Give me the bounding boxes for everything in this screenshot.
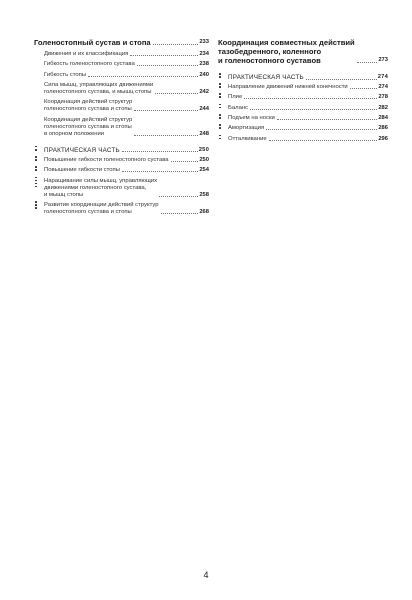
- leader-dots: [134, 135, 198, 136]
- bullet-dots-icon: [219, 135, 222, 140]
- bullet-dots-icon: [35, 166, 38, 171]
- toc-entry-page: 244: [199, 106, 209, 113]
- leader-dots: [159, 196, 198, 197]
- toc-entry-page: 282: [378, 104, 388, 111]
- toc-entry[interactable]: [228, 84, 388, 91]
- toc-entry-page: 242: [199, 88, 209, 95]
- toc-entry-page: 250: [199, 156, 209, 163]
- toc-entry-title: Гибкость голеностопного сустава: [44, 61, 135, 68]
- chapter-title: Голеностопный сустав и стопа: [34, 38, 151, 47]
- leader-dots: [350, 88, 378, 89]
- toc-right-column: [218, 38, 388, 146]
- chapter-page: 233: [199, 39, 209, 45]
- toc-entry[interactable]: [44, 202, 209, 216]
- leader-dots: [244, 98, 377, 99]
- toc-practical-section[interactable]: [44, 147, 209, 155]
- bullet-dots-icon: [219, 93, 222, 98]
- toc-entry[interactable]: [44, 82, 209, 96]
- page-number: 4: [203, 570, 209, 580]
- toc-entry-page: 234: [199, 51, 209, 57]
- toc-entry-page: 286: [378, 125, 388, 132]
- bullet-dots-icon: [219, 73, 222, 78]
- toc-entry-title: Направление движений нижней конечности: [228, 84, 348, 91]
- toc-entry-title: Движения и их классификация: [44, 51, 129, 57]
- toc-practical-section[interactable]: [228, 74, 388, 82]
- toc-entry-page: 274: [378, 84, 388, 91]
- toc-entry[interactable]: [44, 178, 209, 199]
- leader-dots: [153, 44, 199, 45]
- leader-dots: [88, 76, 198, 77]
- toc-entry-title: Подъем на носки: [228, 114, 275, 121]
- leader-dots: [306, 79, 377, 80]
- toc-entry[interactable]: [44, 99, 209, 113]
- leader-dots: [122, 151, 198, 152]
- toc-entry[interactable]: [228, 136, 388, 143]
- toc-entry-title: Гибкость стопы: [44, 71, 87, 78]
- leader-dots: [155, 93, 198, 94]
- leader-dots: [269, 140, 378, 141]
- toc-entry[interactable]: [44, 61, 209, 68]
- toc-entry-title: Баланс: [228, 104, 249, 111]
- toc-entry-title: Повышение гибкости стопы: [44, 167, 120, 174]
- toc-entry[interactable]: [228, 125, 388, 132]
- leader-dots: [250, 109, 377, 110]
- leader-dots: [134, 110, 198, 111]
- toc-entry-page: 268: [199, 209, 209, 216]
- leader-dots: [122, 171, 198, 172]
- toc-entry-title: Координация действий структур голеностопного сустава и стопы в опорном положении: [44, 116, 133, 137]
- toc-entry-page: 240: [199, 71, 209, 78]
- toc-entry[interactable]: [44, 51, 209, 58]
- toc-chapter-ankle[interactable]: [34, 38, 209, 47]
- toc-entry[interactable]: [44, 117, 209, 138]
- toc-entry-title: Отталкивание: [228, 135, 267, 142]
- bullet-dots-icon: [35, 146, 38, 151]
- leader-dots: [130, 55, 198, 56]
- toc-entry-title: Координация действий структур голеностопного сустава и стопы: [44, 99, 133, 113]
- bullet-dots-icon: [219, 114, 222, 119]
- bullet-dots-icon: [35, 177, 38, 188]
- toc-chapter-coordination[interactable]: [218, 38, 388, 65]
- bullet-dots-icon: [219, 83, 222, 88]
- toc-entry-page: 248: [199, 130, 209, 137]
- leader-dots: [171, 161, 199, 162]
- leader-dots: [137, 65, 199, 66]
- chapter-page: 273: [378, 57, 388, 63]
- bullet-dots-icon: [35, 156, 38, 161]
- toc-entry[interactable]: [228, 94, 388, 101]
- section-title: ПРАКТИЧЕСКАЯ ЧАСТЬ: [228, 74, 304, 81]
- toc-entry[interactable]: [228, 105, 388, 112]
- toc-entry-page: 254: [199, 167, 209, 174]
- toc-entry-title: Повышение гибкости голеностопного сустава: [44, 156, 169, 163]
- toc-entry-title: Развитие координации действий структур голеностопного сустава и стопы: [44, 202, 159, 216]
- bullet-dots-icon: [219, 124, 222, 129]
- section-title: ПРАКТИЧЕСКАЯ ЧАСТЬ: [44, 146, 120, 154]
- toc-entry-title: Сила мышц, управляющих движениями голеностопного сустава, и мышц стопы: [44, 81, 154, 95]
- section-page: 250: [198, 146, 209, 153]
- bullet-dots-icon: [219, 104, 222, 109]
- chapter-title: Координация совместных действий тазобедренного, коленного и голеностопного суставов: [218, 38, 355, 65]
- toc-entry[interactable]: [44, 157, 209, 164]
- toc-entry[interactable]: [228, 115, 388, 122]
- leader-dots: [357, 62, 378, 63]
- toc-entry-title: Наращивание силы мышц, управляющих движениями голеностопного сустава, и мышц стопы: [44, 177, 158, 198]
- toc-entry-page: 278: [378, 94, 388, 101]
- toc-entry[interactable]: [44, 167, 209, 174]
- toc-entry-page: 284: [378, 114, 388, 121]
- leader-dots: [161, 213, 199, 214]
- toc-entry-page: 238: [199, 61, 209, 68]
- toc-entry-title: Амортизация: [228, 125, 265, 132]
- leader-dots: [277, 119, 377, 120]
- toc-entry[interactable]: [44, 72, 209, 79]
- toc-entry-page: 258: [199, 191, 209, 198]
- toc-entry-page: 296: [378, 135, 388, 142]
- leader-dots: [266, 129, 377, 130]
- toc-entry-title: Плие: [228, 94, 243, 101]
- toc-left-column: [34, 38, 209, 219]
- section-page: 274: [377, 74, 388, 80]
- bullet-dots-icon: [35, 201, 38, 209]
